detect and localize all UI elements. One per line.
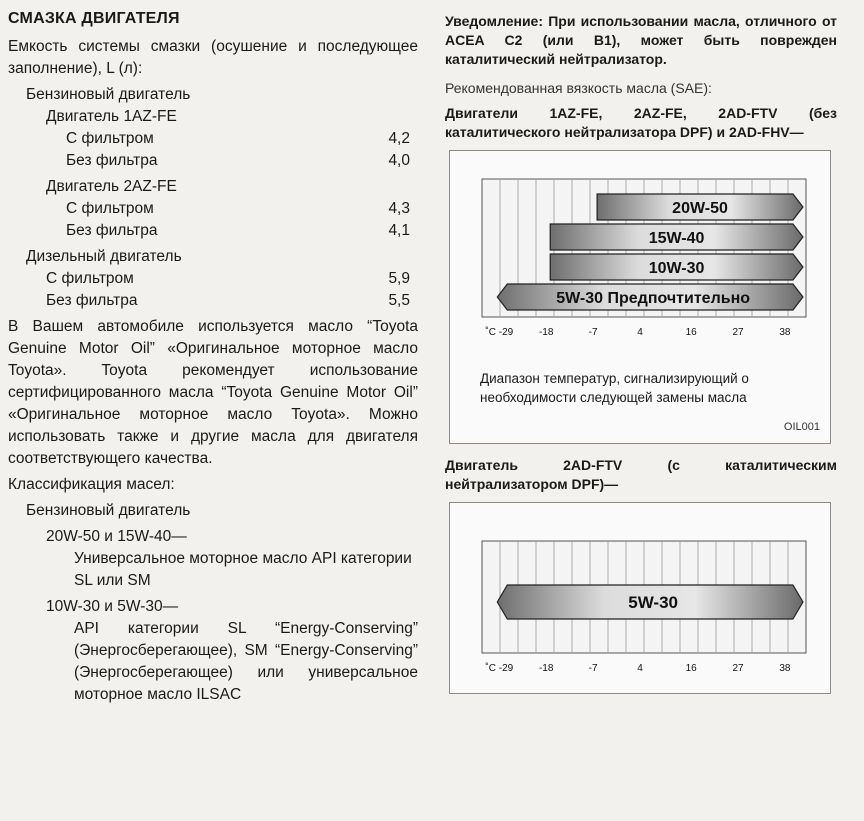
viscosity-bar-label: 20W-50 <box>672 200 728 217</box>
catalyst-notice: Уведомление: При использовании масла, отличного от ACEA C2 (или B1), может быть поврежден каталитический нейтрализатор. <box>445 13 837 67</box>
without-filter-label: Без фильтра <box>66 152 158 169</box>
figure-code: OIL001 <box>783 421 820 433</box>
viscosity-chart-2-svg <box>450 503 830 693</box>
with-filter-label: С фильтром <box>46 270 134 287</box>
capacity-text: Емкость системы смазки (осушение и последующее заполнение), L (л): <box>8 38 418 77</box>
engines-group-2: Двигатель 2AD-FTV (с каталитическим нейтрализатором DPF)— <box>445 457 837 492</box>
viscosity-chart-2 <box>449 502 831 694</box>
temperature-tick-label: 16 <box>685 327 697 338</box>
temperature-tick-label: 38 <box>779 327 791 338</box>
capacity-value: 4,2 <box>388 130 410 147</box>
right-column <box>445 12 837 694</box>
temperature-tick-label: ˚C -29 <box>485 663 514 674</box>
temperature-range-caption: Диапазон температур, сигнализирующий о необходимости следующей замены масла <box>480 371 749 405</box>
viscosity-chart-1 <box>449 150 831 444</box>
oil-group-2: 10W-30 и 5W-30— <box>46 598 179 615</box>
engine-2az-label: Двигатель 2AZ-FE <box>46 178 177 195</box>
temperature-tick-label: 16 <box>685 663 697 674</box>
capacity-row <box>8 128 418 150</box>
capacity-value: 5,5 <box>388 292 410 309</box>
viscosity-bar-label: 5W-30 <box>628 593 678 612</box>
section-heading: СМАЗКА ДВИГАТЕЛЯ <box>8 10 180 27</box>
viscosity-bar-label: 10W-30 <box>648 260 705 277</box>
viscosity-bar-label: 15W-40 <box>648 230 705 247</box>
oil-group-1-text: Универсальное моторное масло API категории SL или SM <box>74 550 412 589</box>
with-filter-label: С фильтром <box>66 130 154 147</box>
oil-group-2-text: API категории SL “Energy-Conserving” (Энергосберегающее), SM “Energy-Conserving” (Энергосберегающее) или универсальное моторное масло ILSAC <box>74 620 418 703</box>
capacity-value: 4,1 <box>388 222 410 239</box>
capacity-row <box>8 268 418 290</box>
with-filter-label: С фильтром <box>66 200 154 217</box>
temperature-tick-label: 4 <box>637 327 643 338</box>
oil-paragraph: В Вашем автомобиле используется масло “Toyota Genuine Motor Oil” «Оригинальное моторное масло Toyota». Toyota рекомендует использование сертифицированного масла “Toyota Genuine Motor Oil” «Оригинальное моторное масло Toyota». Можно использовать также и другие масла для двигателя соответствующего качества. <box>8 318 418 467</box>
gasoline-label: Бензиновый двигатель <box>26 86 191 103</box>
temperature-tick-label: -7 <box>588 663 598 674</box>
viscosity-bar-label: 5W-30 Предпочтительно <box>556 290 751 307</box>
engine-1az-label: Двигатель 1AZ-FE <box>46 108 177 125</box>
temperature-tick-label: 38 <box>779 663 791 674</box>
temperature-tick-label: -18 <box>538 663 554 674</box>
left-column <box>8 8 418 706</box>
diesel-label: Дизельный двигатель <box>26 248 182 265</box>
temperature-tick-label: ˚C -29 <box>485 327 514 338</box>
capacity-value: 4,0 <box>388 152 410 169</box>
classification-gasoline: Бензиновый двигатель <box>26 502 191 519</box>
temperature-tick-label: 27 <box>732 327 744 338</box>
oil-group-1: 20W-50 и 15W-40— <box>46 528 187 545</box>
temperature-tick-label: -18 <box>538 327 554 338</box>
classification-label: Классификация масел: <box>8 476 175 493</box>
capacity-value: 4,3 <box>388 200 410 217</box>
capacity-value: 5,9 <box>388 270 410 287</box>
temperature-tick-label: 4 <box>637 663 643 674</box>
recommended-viscosity: Рекомендованная вязкость масла (SAE): <box>445 80 712 96</box>
engines-group-1: Двигатели 1AZ-FE, 2AZ-FE, 2AD-FTV (без каталитического нейтрализатора DPF) и 2AD-FHV— <box>445 105 837 140</box>
temperature-tick-label: -7 <box>588 327 598 338</box>
capacity-row <box>8 150 418 172</box>
capacity-row <box>8 290 418 312</box>
capacity-row <box>8 220 418 242</box>
capacity-row <box>8 198 418 220</box>
temperature-tick-label: 27 <box>732 663 744 674</box>
without-filter-label: Без фильтра <box>66 222 158 239</box>
without-filter-label: Без фильтра <box>46 292 138 309</box>
